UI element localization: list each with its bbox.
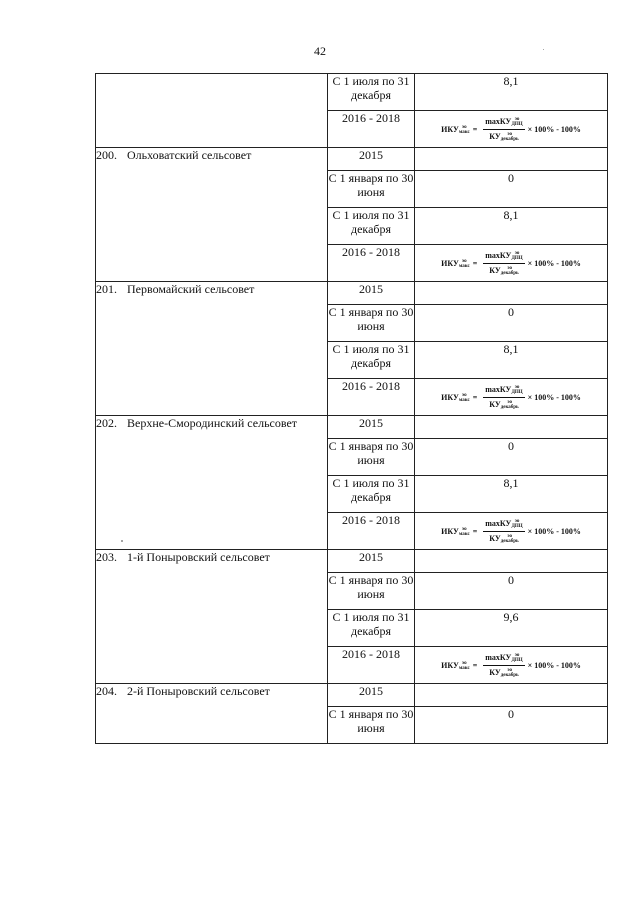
value-cell: 0: [415, 171, 608, 208]
value-cell: [415, 416, 608, 439]
settlement-cell: [96, 684, 328, 744]
period-cell: 2016 - 2018: [328, 513, 415, 550]
value-cell: [415, 148, 608, 171]
formula-fraction: maxКУ эо ДПЦ КУ эо декабрь: [485, 653, 523, 679]
value-cell: 8,1: [415, 342, 608, 379]
settlement-cell: [96, 148, 328, 282]
period-cell: С 1 января по 30 июня: [328, 707, 415, 744]
period-cell: С 1 января по 30 июня: [328, 305, 415, 342]
entry-number: 201.: [96, 282, 117, 296]
index-formula: ИКУ эо макс = maxКУ эо ДПЦ КУ эо декабрь × 100% - 100%: [441, 653, 581, 679]
formula-lhs: ИКУ эо макс: [441, 124, 470, 135]
index-formula: ИКУ эо макс = maxКУ эо ДПЦ КУ эо декабрь × 100% - 100%: [441, 385, 581, 411]
table-row: [96, 550, 608, 573]
value-cell: [415, 647, 608, 684]
period-cell: 2015: [328, 550, 415, 573]
table-row: [96, 684, 608, 707]
settlement-name: Верхне-Смородинский сельсовет: [127, 416, 298, 430]
value-cell: [415, 111, 608, 148]
period-cell: С 1 июля по 31 декабря: [328, 74, 415, 111]
value-cell: 0: [415, 305, 608, 342]
value-cell: [415, 684, 608, 707]
formula-fraction: maxКУ эо ДПЦ КУ эо декабрь: [485, 385, 523, 411]
period-cell: С 1 июля по 31 декабря: [328, 610, 415, 647]
index-formula: ИКУ эо макс = maxКУ эо ДПЦ КУ эо декабрь × 100% - 100%: [441, 251, 581, 277]
period-cell: 2016 - 2018: [328, 245, 415, 282]
value-cell: 0: [415, 439, 608, 476]
settlement-entry: [96, 148, 251, 162]
period-cell: С 1 июля по 31 декабря: [328, 342, 415, 379]
formula-lhs: ИКУ эо макс: [441, 392, 470, 403]
table-row: [96, 416, 608, 439]
settlement-cell: [96, 550, 328, 684]
formula-fraction: maxКУ эо ДПЦ КУ эо декабрь: [485, 117, 523, 143]
formula-lhs: ИКУ эо макс: [441, 526, 470, 537]
scan-speck: [543, 49, 544, 50]
period-cell: С 1 января по 30 июня: [328, 573, 415, 610]
settlement-name: 2-й Поныровский сельсовет: [127, 684, 270, 698]
entry-number: 202.: [96, 416, 117, 430]
table-row: [96, 74, 608, 111]
period-cell: С 1 июля по 31 декабря: [328, 476, 415, 513]
value-cell: 8,1: [415, 476, 608, 513]
value-cell: 0: [415, 573, 608, 610]
formula-fraction: maxКУ эо ДПЦ КУ эо декабрь: [485, 519, 523, 545]
settlement-entry: [96, 684, 270, 698]
settlement-entry: [96, 550, 270, 564]
value-cell: [415, 550, 608, 573]
table-row: [96, 148, 608, 171]
value-cell: [415, 245, 608, 282]
entry-number: 204.: [96, 684, 117, 698]
value-cell: 0: [415, 707, 608, 744]
period-cell: С 1 июля по 31 декабря: [328, 208, 415, 245]
period-cell: С 1 января по 30 июня: [328, 171, 415, 208]
period-cell: 2016 - 2018: [328, 111, 415, 148]
settlement-cell: [96, 74, 328, 148]
value-cell: [415, 513, 608, 550]
period-cell: 2015: [328, 416, 415, 439]
settlement-entry: [96, 282, 254, 296]
settlement-cell: [96, 416, 328, 550]
period-cell: 2016 - 2018: [328, 647, 415, 684]
value-cell: [415, 282, 608, 305]
formula-fraction: maxКУ эо ДПЦ КУ эо декабрь: [485, 251, 523, 277]
index-formula: ИКУ эо макс = maxКУ эо ДПЦ КУ эо декабрь × 100% - 100%: [441, 117, 581, 143]
settlement-cell: [96, 282, 328, 416]
entry-number: 203.: [96, 550, 117, 564]
scan-speck: [121, 540, 123, 542]
formula-lhs: ИКУ эо макс: [441, 660, 470, 671]
period-cell: 2016 - 2018: [328, 379, 415, 416]
settlement-name: Первомайский сельсовет: [127, 282, 255, 296]
settlement-entry: [96, 416, 297, 430]
formula-lhs: ИКУ эо макс: [441, 258, 470, 269]
value-cell: 8,1: [415, 74, 608, 111]
tariff-table: [95, 73, 608, 744]
value-cell: [415, 379, 608, 416]
index-formula: ИКУ эо макс = maxКУ эо ДПЦ КУ эо декабрь × 100% - 100%: [441, 519, 581, 545]
value-cell: 8,1: [415, 208, 608, 245]
period-cell: 2015: [328, 148, 415, 171]
entry-number: 200.: [96, 148, 117, 162]
table-row: [96, 282, 608, 305]
period-cell: С 1 января по 30 июня: [328, 439, 415, 476]
period-cell: 2015: [328, 282, 415, 305]
page-number: 42: [314, 44, 326, 58]
settlement-name: 1-й Поныровский сельсовет: [127, 550, 270, 564]
value-cell: 9,6: [415, 610, 608, 647]
period-cell: 2015: [328, 684, 415, 707]
settlement-name: Ольховатский сельсовет: [127, 148, 252, 162]
